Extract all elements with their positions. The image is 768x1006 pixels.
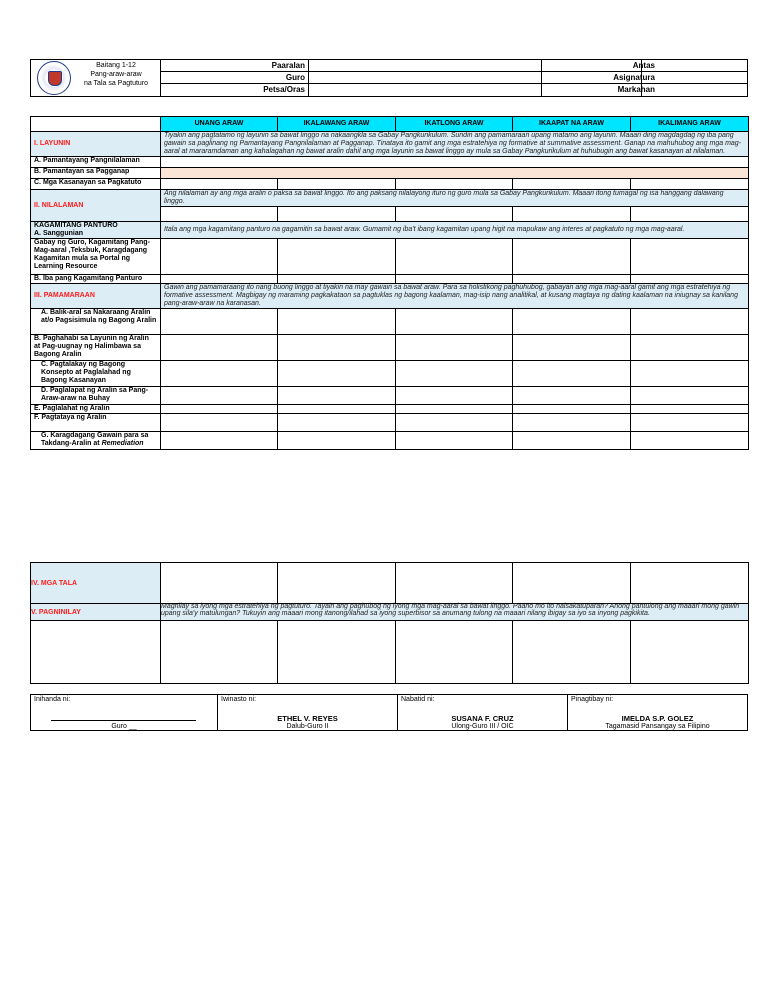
signature-line[interactable] [51, 720, 196, 721]
header-right-fields [641, 60, 747, 96]
paghahabi-day-2[interactable] [278, 335, 396, 361]
day-2-header: IKALAWANG ARAW [278, 117, 396, 132]
pagninilay-day-4[interactable] [513, 621, 631, 684]
section-mga-tala: IV. MGA TALA [31, 563, 161, 604]
day-5-header: IKALIMANG ARAW [631, 117, 749, 132]
pinagtibay-role: Tagamasid Pansangay sa Filipino [605, 723, 710, 730]
pagninilay-note: Magnilay sa iyong mga estratehiya ng pagtuturo. Tayain ang paghubog ng iyong mga mag-aaral sa bawat linggo. Paano mo ito naisakatuparan? Anong pantulong ang maaari mong gawin upang sila'y matulungan? Tukuyin ang maaari mong itanong/ilahad sa iyong superbisor sa anumang tulong na maaari nilang ibigay sa iyo sa inyong pagkikita. [161, 604, 749, 621]
paglalahat-day-1[interactable] [161, 405, 278, 414]
nabatid-role: Ulong-Guro III / OIC [451, 723, 514, 730]
balik-aral-day-5[interactable] [631, 309, 749, 335]
paglalapat-day-5[interactable] [631, 387, 749, 405]
header-fields [161, 60, 655, 96]
pagninilay-day-5[interactable] [631, 621, 749, 684]
pagtalakay-day-1[interactable] [161, 361, 278, 387]
karagdagang-gawain-label: G. Karagdagang Gawain para sa Takdang-Aralin at [41, 432, 149, 447]
logo-cell [31, 60, 161, 96]
markahan-field[interactable] [642, 84, 747, 95]
pagninilay-day-3[interactable] [396, 621, 513, 684]
sanggunian-day-5[interactable] [631, 239, 749, 275]
nilalaman-day-2[interactable] [278, 207, 396, 222]
sanggunian-day-1[interactable] [161, 239, 278, 275]
section-pamamaraan: III. PAMAMARAAN [31, 284, 161, 309]
karagdagan-day-5[interactable] [631, 432, 749, 450]
paglalahat-day-4[interactable] [513, 405, 631, 414]
signature-nabatid [398, 695, 568, 730]
label-antas: Antas [632, 61, 655, 70]
pagninilay-day-2[interactable] [278, 621, 396, 684]
row-iba-pang-kagamitan: B. Iba pang Kagamitang Panturo [31, 275, 161, 284]
row-pamantayan-sa-pagganap: B. Pamantayan sa Pagganap [31, 168, 161, 179]
iwinasto-role: Dalub-Guro II [286, 723, 329, 730]
iba-pang-day-5[interactable] [631, 275, 749, 284]
header-row-1 [161, 60, 655, 72]
antas-field[interactable] [642, 60, 747, 72]
iwinasto-caption: Iwinasto ni: [221, 696, 257, 703]
sanggunian-day-2[interactable] [278, 239, 396, 275]
inihanda-caption: Inihanda ni: [34, 696, 71, 703]
row-paghahabi: B. Paghahabi sa Layunin ng Aralin at Pag-uugnay ng Halimbawa sa Bagong Aralin [31, 335, 161, 361]
tala-day-2[interactable] [278, 563, 396, 604]
pagtalakay-day-5[interactable] [631, 361, 749, 387]
corner-cell [31, 117, 161, 132]
signature-block [30, 694, 748, 731]
tala-day-4[interactable] [513, 563, 631, 604]
row-mga-kasanayan: C. Mga Kasanayan sa Pagkatuto [31, 179, 161, 190]
paglalahat-day-2[interactable] [278, 405, 396, 414]
row-pagtalakay: C. Pagtalakay ng Bagong Konsepto at Paglalahad ng Bagong Kasanayan [31, 361, 161, 387]
pagtataya-day-2[interactable] [278, 414, 396, 432]
header-block [30, 59, 748, 97]
header-row-3 [161, 84, 655, 96]
form-title [73, 61, 159, 88]
pinagtibay-caption: Pinagtibay ni: [571, 696, 614, 703]
tala-day-1[interactable] [161, 563, 278, 604]
day-3-header: IKATLONG ARAW [396, 117, 513, 132]
label-paaralan: Paaralan [271, 61, 305, 70]
paglalapat-day-4[interactable] [513, 387, 631, 405]
kasanayan-day-4[interactable] [513, 179, 631, 190]
row-karagdagang-gawain [31, 432, 161, 450]
row-pamantayang-pangnilalaman: A. Pamantayang Pangnilalaman [31, 157, 161, 168]
karagdagan-day-4[interactable] [513, 432, 631, 450]
kagamitan-note: Itala ang mga kagamitang panturo na gagamitin sa bawat araw. Gumamit ng iba't ibang kagamitan upang higit na mapukaw ang interes at pagkatuto ng mga mag-aaral. [161, 222, 749, 239]
label-guro: Guro [285, 73, 305, 82]
row-paglalapat: D. Paglalapat ng Aralin sa Pang-Araw-araw na Buhay [31, 387, 161, 405]
label-asignatura: Asignatura [613, 73, 655, 82]
kasanayan-day-3[interactable] [396, 179, 513, 190]
kasanayan-day-2[interactable] [278, 179, 396, 190]
karagdagan-day-2[interactable] [278, 432, 396, 450]
label-markahan: Markahan [617, 85, 655, 94]
petsa-oras-field[interactable] [308, 84, 541, 96]
section-layunin: I. LAYUNIN [31, 132, 161, 157]
nilalaman-day-5[interactable] [631, 207, 749, 222]
balik-aral-day-2[interactable] [278, 309, 396, 335]
sanggunian-label: A. Sanggunian [34, 230, 83, 237]
form-title-line-3: na Tala sa Pagtuturo [83, 80, 149, 87]
signature-iwinasto [218, 695, 398, 730]
iba-pang-day-1[interactable] [161, 275, 278, 284]
paghahabi-day-1[interactable] [161, 335, 278, 361]
nilalaman-day-1[interactable] [161, 207, 278, 222]
lesson-plan-table [30, 116, 749, 450]
iba-pang-day-4[interactable] [513, 275, 631, 284]
tala-day-3[interactable] [396, 563, 513, 604]
guro-field[interactable] [308, 72, 541, 84]
row-sanggunian-detail: Gabay ng Guro, Kagamitang Pang-Mag-aaral ,Teksbuk, Karagdagang Kagamitan mula sa Portal ng Learning Resource [31, 239, 161, 275]
nilalaman-note: Ang nilalaman ay ang mga aralin o paksa sa bawat linggo. Ito ang paksang nilalayong ituro ng guro mula sa Gabay Pangkurikulum. Maaari itong tumagal ng isa hanggang dalawang linggo. [161, 190, 749, 207]
kasanayan-day-5[interactable] [631, 179, 749, 190]
header-row-2 [161, 72, 655, 84]
row-pagtataya: F. Pagtataya ng Aralin [31, 414, 161, 432]
row-paglalahat: E. Paglalahat ng Aralin [31, 405, 161, 414]
section-pagninilay: V. PAGNINILAY [31, 604, 161, 621]
iba-pang-day-3[interactable] [396, 275, 513, 284]
section-nilalaman: II. NILALAMAN [31, 190, 161, 222]
pagtalakay-day-4[interactable] [513, 361, 631, 387]
row-balik-aral: A. Balik-aral sa Nakaraang Aralin at/o Pagsisimula ng Bagong Aralin [31, 309, 161, 335]
paghahabi-day-4[interactable] [513, 335, 631, 361]
sanggunian-day-4[interactable] [513, 239, 631, 275]
tala-day-5[interactable] [631, 563, 749, 604]
balik-aral-day-3[interactable] [396, 309, 513, 335]
pagninilay-label-blank [31, 621, 161, 684]
pamamaraan-note: Gawin ang pamamaraang ito nang buong linggo at tiyakin na may gawain sa bawat araw. Para sa holistikong paghuhubog, gabayan ang mga mag-aaral gamit ang mga estratehiya ng formative assessment. Magbigay ng maraming pagkakataon sa pagtuklas ng bagong kaalaman, mag-isip nang analitikal, at kusang magtaya ng dating kaalaman na iniugnay sa kanilang pang-araw-araw na karanasan. [161, 284, 749, 309]
deped-seal-icon [37, 61, 71, 95]
balik-aral-day-4[interactable] [513, 309, 631, 335]
nabatid-caption: Nabatid ni: [401, 696, 435, 703]
label-petsa-oras: Petsa/Oras [263, 85, 305, 94]
pagtataya-day-3[interactable] [396, 414, 513, 432]
paaralan-field[interactable] [308, 60, 541, 72]
nilalaman-day-3[interactable] [396, 207, 513, 222]
iba-pang-day-2[interactable] [278, 275, 396, 284]
paghahabi-day-3[interactable] [396, 335, 513, 361]
karagdagan-day-3[interactable] [396, 432, 513, 450]
asignatura-field[interactable] [642, 72, 747, 84]
nabatid-name: SUSANA F. CRUZ [451, 714, 514, 723]
pagtalakay-day-2[interactable] [278, 361, 396, 387]
paghahabi-day-5[interactable] [631, 335, 749, 361]
kasanayan-day-1[interactable] [161, 179, 278, 190]
paglalapat-day-2[interactable] [278, 387, 396, 405]
paglalapat-day-3[interactable] [396, 387, 513, 405]
pagninilay-day-1[interactable] [161, 621, 278, 684]
day-1-header: UNANG ARAW [161, 117, 278, 132]
pangnilalaman-field[interactable] [161, 157, 749, 168]
pagganap-field[interactable] [161, 168, 749, 179]
balik-aral-day-1[interactable] [161, 309, 278, 335]
kagamitan-title: KAGAMITANG PANTURO [34, 222, 118, 229]
paglalapat-day-1[interactable] [161, 387, 278, 405]
iwinasto-name: ETHEL V. REYES [277, 714, 338, 723]
nilalaman-day-4[interactable] [513, 207, 631, 222]
pagtataya-day-5[interactable] [631, 414, 749, 432]
paglalahat-day-3[interactable] [396, 405, 513, 414]
signature-pinagtibay [568, 695, 747, 730]
day-4-header: IKAAPAT NA ARAW [513, 117, 631, 132]
remediation-label: Remediation [101, 440, 144, 447]
sanggunian-day-3[interactable] [396, 239, 513, 275]
signature-inihanda [31, 695, 218, 730]
inihanda-role: Guro __ [111, 723, 137, 730]
layunin-note: Tiyakin ang pagtatamo ng layunin sa bawat linggo na nakaangkla sa Gabay Pangkurikulum. Sundin ang pamamaraan upang matamo ang layunin. Maaari ding magdagdag ng iba pang gawain sa paglinang ng Pamantayang Pangnilalaman at Pagganap. Tinataya ito gamit ang mga estratehiya ng formative at summative assessment. Ganap na mahuhubog ang mga mag-aaral at mararamdaman ang kahalagahan ng bawat aralin dahil ang mga layunin sa bawat linggo ay mula sa Gabay Pangkurikulum at huhubugin ang bawat kasanayan at nilalaman. [161, 132, 749, 157]
reflection-table [30, 562, 749, 684]
pagtalakay-day-3[interactable] [396, 361, 513, 387]
form-title-line-2: Pang-araw-araw [90, 71, 142, 78]
paglalahat-day-5[interactable] [631, 405, 749, 414]
pagtataya-day-1[interactable] [161, 414, 278, 432]
karagdagan-day-1[interactable] [161, 432, 278, 450]
row-kagamitang-panturo [31, 222, 161, 239]
form-title-line-1: Baitang 1-12 [96, 62, 136, 69]
pinagtibay-name: IMELDA S.P. GOLEZ [621, 714, 694, 723]
pagtataya-day-4[interactable] [513, 414, 631, 432]
